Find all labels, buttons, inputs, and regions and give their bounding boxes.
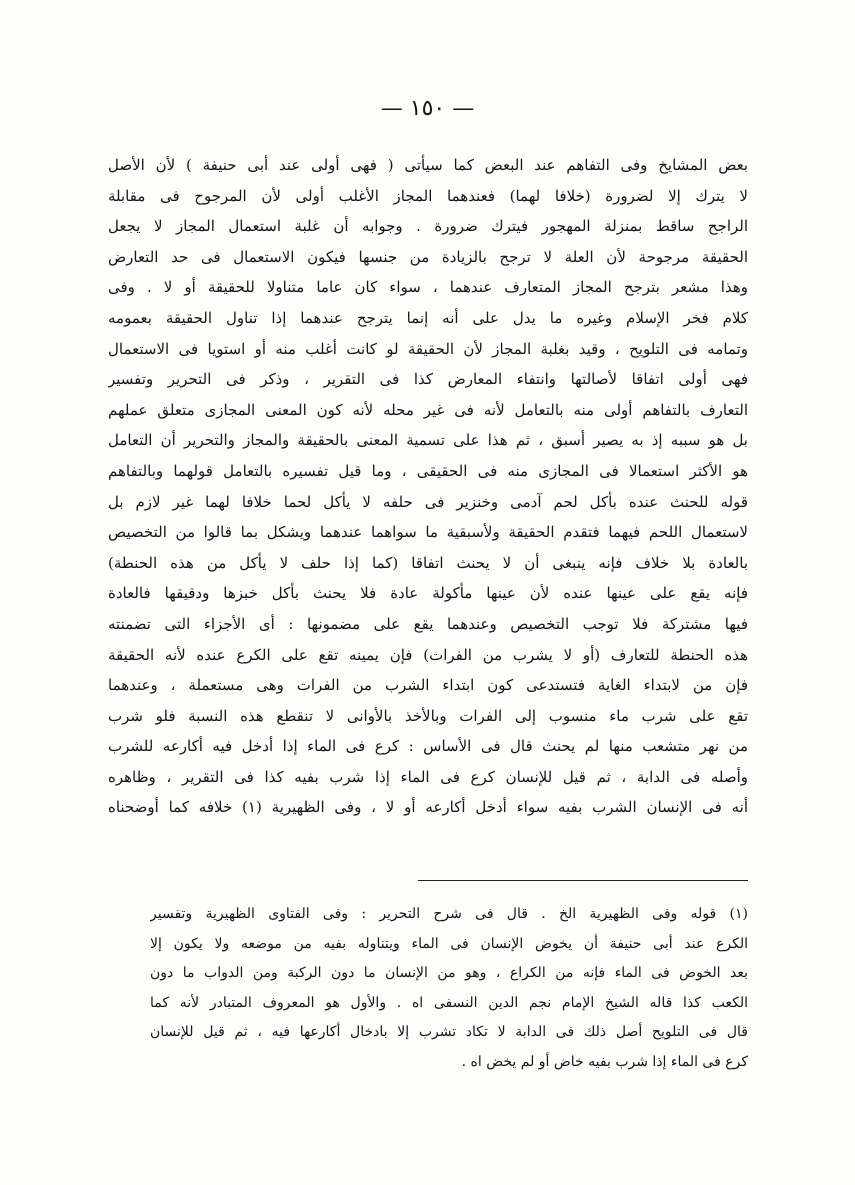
footnote-line: بعد الخوض فى الماء فإنه من الكراع ، وهو من الإنسان ما دون الركبة ومن الدواب ما دون bbox=[150, 965, 748, 981]
text-line: فإن من لابتداء الغاية فتستدعى كون ابتداء الشرب من الفرات وهى مستعملة ، وعندهما bbox=[108, 676, 748, 695]
text-line: فيها مشتركة فلا توجب التخصيص وعندهما يقع على مضمونها : أى الأجزاء التى تضمنته bbox=[108, 614, 748, 633]
footnote-line: (١) قوله وفى الظهيرية الخ . قال فى شرح التحرير : وفى الفتاوى الظهيرية وتفسير bbox=[150, 906, 748, 922]
main-text-body bbox=[108, 150, 748, 823]
text-line: فإنه يقع على عينها عنده لأن عينها مأكولة عادة فلا يحنث بأكل خبزها ودقيقها فالعادة bbox=[108, 584, 748, 603]
text-line: وأصله فى الدابة ، ثم قيل للإنسان كرع فى الماء إذا شرب بفيه كذا فى التقرير ، وظاهره bbox=[108, 767, 748, 786]
text-line: بعض المشايخ وفى التفاهم عند البعض كما سيأتى ( فهى أولى عند أبى حنيفة ) لأن الأصل bbox=[108, 156, 748, 174]
footnote-line: قال فى التلويح أصل ذلك فى الدابة لا تكاد تشرب إلا بادخال أكارعها فيه ، ثم قيل للإنسان bbox=[150, 1024, 748, 1040]
text-line: قوله للحنث عنده بأكل لحم آدمى وخنزير فى حلفه لا يأكل لحما خلافا لهما غير لازم بل bbox=[108, 492, 748, 511]
footnote-line: الكعب كذا قاله الشيخ الإمام نجم الدين النسفى اه . والأول هو المعروف المتبادر لأنه كما bbox=[150, 994, 748, 1011]
text-line: فهى أولى اتفاقا لأصالتها وانتفاء المعارض كذا فى التقرير ، وذكر فى التحرير وتفسير bbox=[108, 370, 748, 389]
text-line: هذه الحنطة للتعارف (أو لا يشرب من الفرات) فإن يمينه تقع على الكرع عنده لأنه الحقيقة bbox=[108, 645, 748, 664]
text-line: كلام فخر الإسلام وغيره ما يدل على أنه إنما يترجح عندهما إذا تناول الحقيقة بعمومه bbox=[108, 308, 748, 327]
text-line: بالعادة بلا خلاف فإنه ينبغى أن لا يحنث اتفاقا (كما إذا حلف لا يأكل من هذه الحنطة) bbox=[108, 553, 748, 572]
text-line: هو الأكثر استعمالا فى المجازى منه فى الحقيقى ، وما قيل تفسيره بالتعامل قولهما وبالتفاهم bbox=[108, 461, 748, 480]
text-line: الراجح ساقط بمنزلة المهجور فيترك ضرورة . وجوابه أن غلبة استعمال المجاز لا يجعل bbox=[108, 217, 748, 236]
footnote-line: كرع فى الماء إذا شرب بفيه خاض أو لم يخض اه . bbox=[461, 1053, 748, 1070]
text-line: الحقيقة مرجوحة لأن العلة لا ترجح بالزيادة من جنسها فيكون الاستعمال فى حد التعارض bbox=[108, 247, 748, 266]
page-number: — ١٥٠ — bbox=[380, 96, 475, 121]
text-line: تقع على شرب ماء منسوب إلى الفرات وبالأخذ بالأوانى لا تنقطع هذه النسبة فلو شرب bbox=[108, 706, 748, 725]
text-line: وهذا مشعر بترجح المجاز المتعارف عندهما ، سواء كان عاما متناولا للحقيقة أو لا . وفى bbox=[108, 278, 748, 297]
text-line: أنه فى الإنسان الشرب بفيه سواء أدخل أكارعه أو لا ، وفى الظهيرية (١) خلافه كما أوضحناه bbox=[108, 798, 748, 817]
text-line: لاستعمال اللحم فيهما فتقدم الحقيقة ولأسبقية ما سواهما عندهما ويشكل بما قالوا من التخصيص bbox=[108, 523, 748, 542]
text-line: وتمامه فى التلويح ، وقيد بغلبة المجاز لأن الحقيقة لو كانت أغلب منه أو استويا فى الاستعمال bbox=[108, 339, 748, 358]
text-line: بل هو سببه إذ به يصير أسبق ، ثم هذا على تسمية المعنى بالحقيقة والمجاز والتحرير أن التعامل bbox=[108, 431, 748, 450]
footnote-divider bbox=[418, 880, 748, 881]
footnote bbox=[150, 900, 748, 1077]
text-line: لا يترك إلا لضرورة (خلافا لهما) فعندهما المجاز الأغلب أولى لأن المرجوح فى مقابلة bbox=[108, 186, 748, 205]
footnote-line: الكرع عند أبى حنيفة أن يخوض الإنسان فى الماء ويتناوله بفيه من موضعه ولا يكون إلا bbox=[150, 935, 748, 952]
text-line: التعارف بالتفاهم أولى منه بالتعامل لأنه فى غير محله لأنه كون المعنى المجازى متعلق عملهم bbox=[108, 400, 748, 419]
text-line: من نهر متشعب منها لم يحنث قال فى الأساس : كرع فى الماء إذا أدخل فيه أكارعه للشرب bbox=[108, 737, 748, 756]
